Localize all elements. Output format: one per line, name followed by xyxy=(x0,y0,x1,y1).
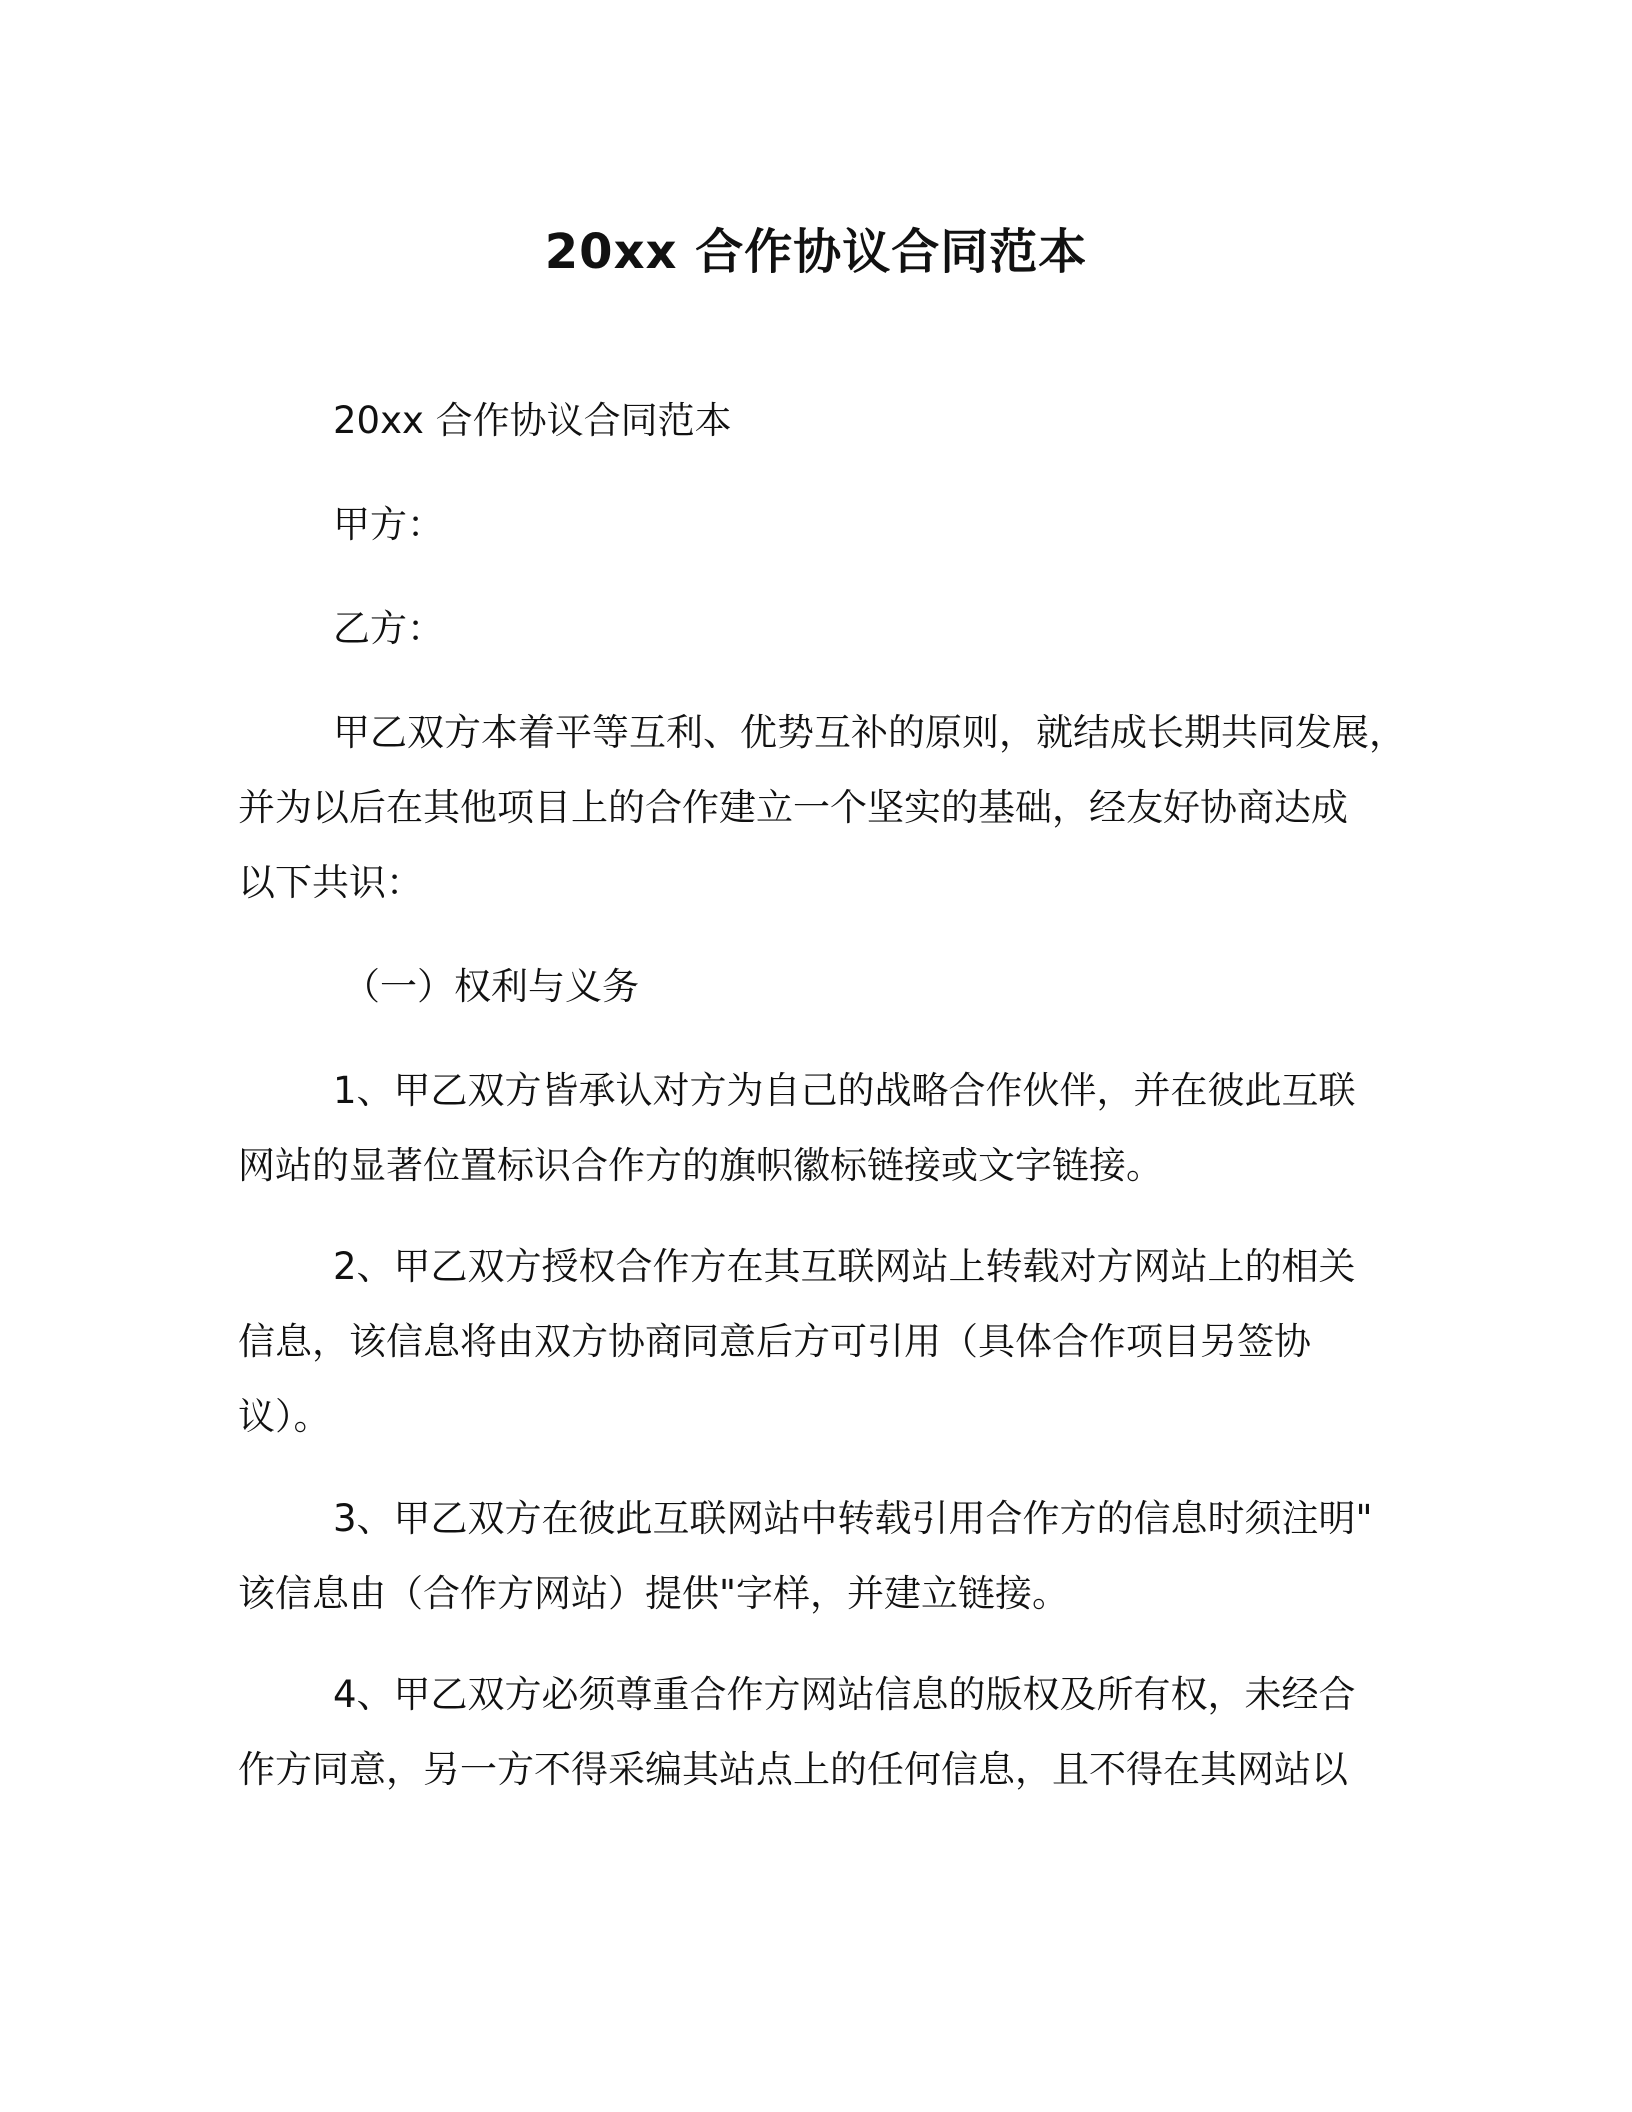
clause-3-line-1: 3、甲乙双方在彼此互联网站中转载引用合作方的信息时须注明" xyxy=(333,1497,1373,1540)
clause-2-line-1: 2、甲乙双方授权合作方在其互联网站上转载对方网站上的相关 xyxy=(333,1245,1356,1288)
clause-2-line-2: 信息，该信息将由双方协商同意后方可引用（具体合作项目另签协 xyxy=(238,1320,1311,1363)
intro-line-3: 以下共识： xyxy=(238,861,423,904)
party-a-label: 甲方： xyxy=(333,503,444,546)
party-b-label: 乙方： xyxy=(333,607,444,650)
intro-line-2: 并为以后在其他项目上的合作建立一个坚实的基础，经友好协商达成 xyxy=(238,786,1348,829)
section-heading-rights: （一）权利与义务 xyxy=(343,965,639,1008)
document-title: 20xx 合作协议合同范本 xyxy=(544,224,1088,280)
clause-3-line-2: 该信息由（合作方网站）提供"字样，并建立链接。 xyxy=(238,1572,1070,1615)
document-subtitle: 20xx 合作协议合同范本 xyxy=(333,399,732,442)
intro-line-1: 甲乙双方本着平等互利、优势互补的原则，就结成长期共同发展， xyxy=(333,711,1406,754)
clause-4-line-1: 4、甲乙双方必须尊重合作方网站信息的版权及所有权，未经合 xyxy=(333,1673,1356,1716)
clause-4-line-2: 作方同意，另一方不得采编其站点上的任何信息，且不得在其网站以 xyxy=(238,1748,1348,1791)
clause-2-line-3: 议）。 xyxy=(238,1395,331,1438)
clause-1-line-1: 1、甲乙双方皆承认对方为自己的战略合作伙伴，并在彼此互联 xyxy=(333,1069,1356,1112)
clause-1-line-2: 网站的显著位置标识合作方的旗帜徽标链接或文字链接。 xyxy=(238,1144,1163,1187)
